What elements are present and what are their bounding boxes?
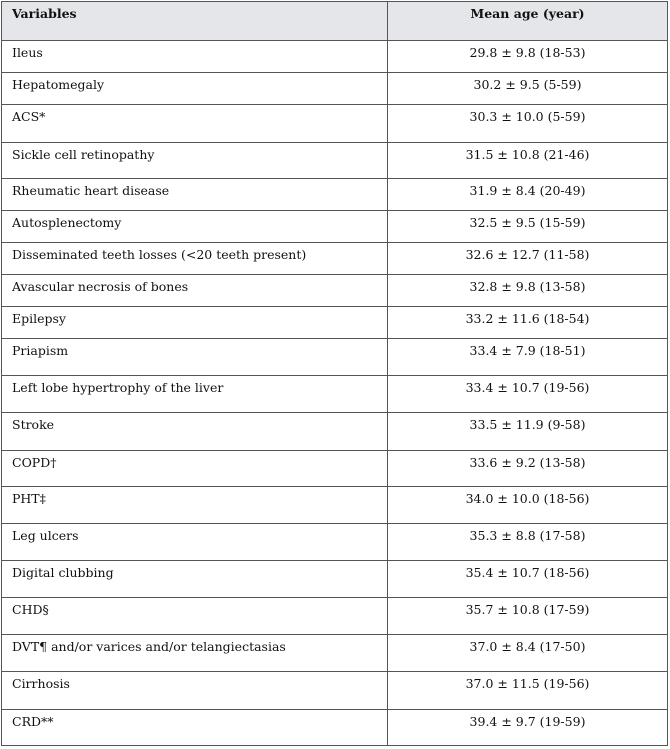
header-variables: Variables: [2, 2, 388, 41]
variable-cell: Epilepsy: [2, 307, 388, 339]
variable-cell: Leg ulcers: [2, 524, 388, 561]
variable-cell: DVT¶ and/or varices and/or telangiectasias: [2, 635, 388, 672]
variable-cell: Avascular necrosis of bones: [2, 275, 388, 307]
variable-cell: CRD**: [2, 710, 388, 746]
variable-cell: Left lobe hypertrophy of the liver: [2, 376, 388, 413]
mean-age-cell: 35.7 ± 10.8 (17-59): [388, 598, 668, 635]
mean-age-cell: 35.4 ± 10.7 (18-56): [388, 561, 668, 598]
table-row: [2, 635, 668, 672]
variable-cell: Digital clubbing: [2, 561, 388, 598]
variable-cell: Autosplenectomy: [2, 211, 388, 243]
variable-cell: Stroke: [2, 413, 388, 451]
variable-cell: Cirrhosis: [2, 672, 388, 710]
table-row: [2, 376, 668, 413]
table-row: [2, 561, 668, 598]
variable-cell: CHD§: [2, 598, 388, 635]
variable-cell: ACS*: [2, 105, 388, 143]
variable-cell: COPD†: [2, 451, 388, 487]
table-row: [2, 307, 668, 339]
table-row: [2, 73, 668, 105]
mean-age-cell: 39.4 ± 9.7 (19-59): [388, 710, 668, 746]
table-row: [2, 487, 668, 524]
table-row: [2, 524, 668, 561]
mean-age-table: [1, 1, 668, 746]
mean-age-cell: 33.5 ± 11.9 (9-58): [388, 413, 668, 451]
mean-age-cell: 34.0 ± 10.0 (18-56): [388, 487, 668, 524]
variable-cell: Disseminated teeth losses (<20 teeth present): [2, 243, 388, 275]
mean-age-cell: 33.6 ± 9.2 (13-58): [388, 451, 668, 487]
variable-cell: Hepatomegaly: [2, 73, 388, 105]
table-header-row: [2, 2, 668, 41]
variable-cell: Ileus: [2, 41, 388, 73]
mean-age-cell: 30.3 ± 10.0 (5-59): [388, 105, 668, 143]
table-row: [2, 339, 668, 376]
table-row: [2, 710, 668, 746]
table-row: [2, 672, 668, 710]
mean-age-cell: 33.2 ± 11.6 (18-54): [388, 307, 668, 339]
mean-age-cell: 31.9 ± 8.4 (20-49): [388, 179, 668, 211]
mean-age-cell: 35.3 ± 8.8 (17-58): [388, 524, 668, 561]
mean-age-cell: 30.2 ± 9.5 (5-59): [388, 73, 668, 105]
header-mean-age: Mean age (year): [388, 2, 668, 41]
variable-cell: Sickle cell retinopathy: [2, 143, 388, 179]
mean-age-cell: 32.6 ± 12.7 (11-58): [388, 243, 668, 275]
mean-age-cell: 33.4 ± 10.7 (19-56): [388, 376, 668, 413]
mean-age-cell: 32.5 ± 9.5 (15-59): [388, 211, 668, 243]
table-row: [2, 451, 668, 487]
variable-cell: PHT‡: [2, 487, 388, 524]
table-row: [2, 143, 668, 179]
table-row: [2, 598, 668, 635]
variable-cell: Priapism: [2, 339, 388, 376]
mean-age-cell: 37.0 ± 8.4 (17-50): [388, 635, 668, 672]
mean-age-cell: 31.5 ± 10.8 (21-46): [388, 143, 668, 179]
table-row: [2, 275, 668, 307]
table-row: [2, 211, 668, 243]
table-row: [2, 413, 668, 451]
mean-age-cell: 29.8 ± 9.8 (18-53): [388, 41, 668, 73]
variable-cell: Rheumatic heart disease: [2, 179, 388, 211]
table-row: [2, 41, 668, 73]
table-row: [2, 105, 668, 143]
table-row: [2, 179, 668, 211]
table-row: [2, 243, 668, 275]
mean-age-cell: 32.8 ± 9.8 (13-58): [388, 275, 668, 307]
mean-age-cell: 37.0 ± 11.5 (19-56): [388, 672, 668, 710]
mean-age-cell: 33.4 ± 7.9 (18-51): [388, 339, 668, 376]
